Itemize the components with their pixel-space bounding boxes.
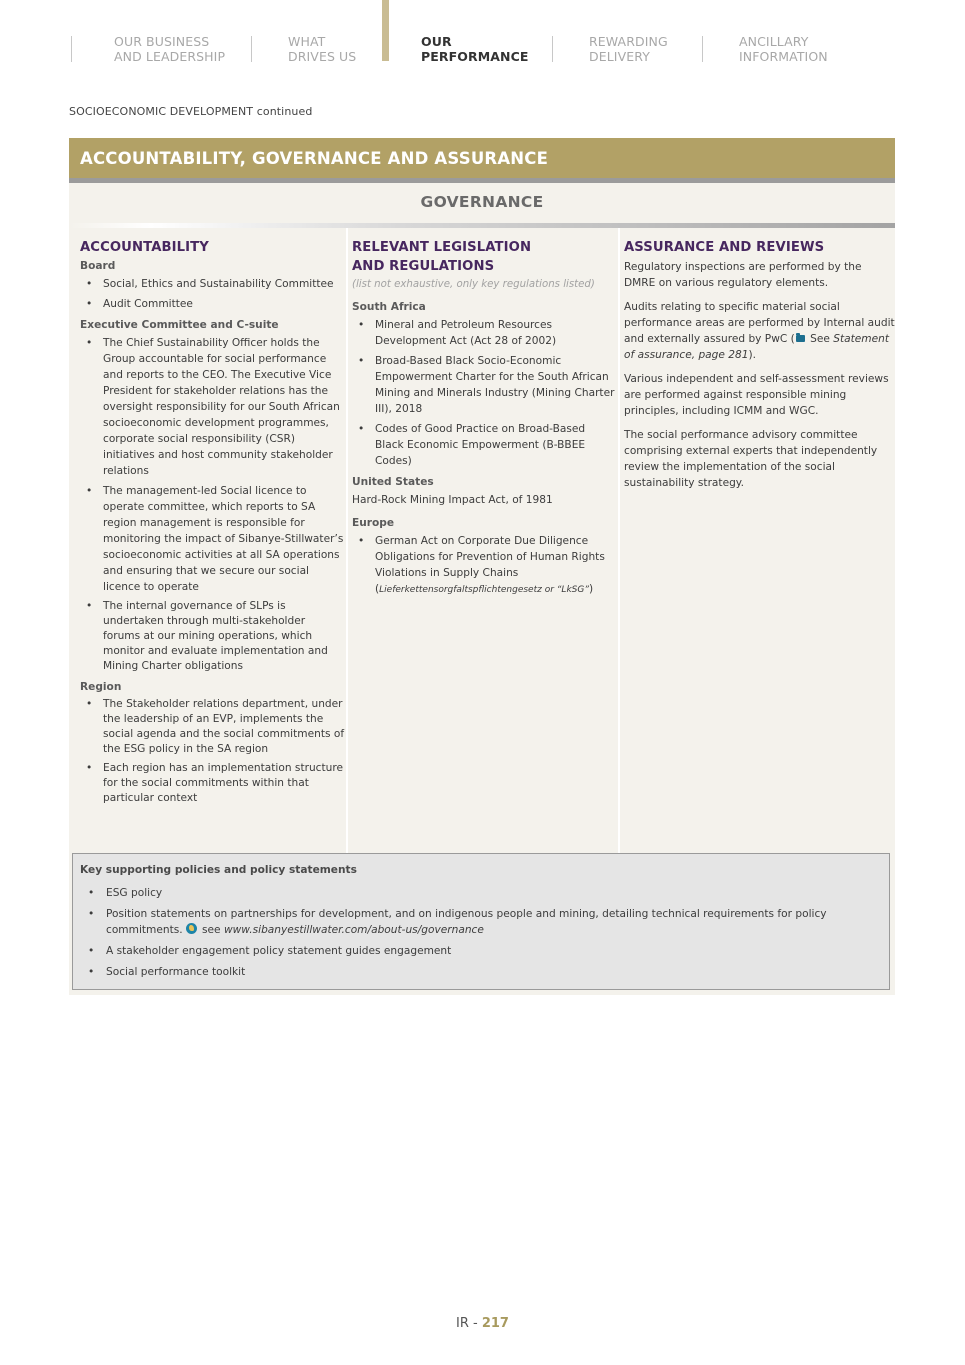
column-heading: ACCOUNTABILITY: [80, 240, 209, 255]
legislation-note: (list not exhaustive, only key regulations listed): [352, 279, 595, 290]
columns: [69, 228, 895, 853]
nav-rewarding-delivery[interactable]: [589, 34, 668, 64]
list-item: • Mineral and Petroleum Resources Development Act (Act 28 of 2002): [352, 317, 617, 349]
nav-label-line2: DELIVERY: [589, 49, 650, 64]
panel-subtitle: GOVERNANCE: [420, 193, 544, 211]
policies-title: Key supporting policies and policy statements: [80, 864, 357, 876]
nav-label-line2: PERFORMANCE: [421, 49, 529, 64]
paragraph-text: ).: [748, 349, 757, 361]
legislation-column: [346, 228, 617, 853]
nav-label-line2: DRIVES US: [288, 49, 357, 64]
nav-label-line2: INFORMATION: [739, 49, 828, 64]
nav-label-line1: OUR: [421, 34, 452, 49]
list-item: • The management-led Social licence to operate committee, which reports to SA region management is responsible for monitoring the impact of Sibanye-Stillwater’s socioeconomic activities at all SA operations and ensuring that we secure our social licence to operate: [80, 483, 345, 595]
item-text: Position statements on partnerships for development, and on indigenous people and mining, detailing technical requirements for policy commitments.: [106, 908, 827, 936]
united-states-text: Hard-Rock Mining Impact Act, of 1981: [352, 494, 553, 506]
europe-list: [352, 533, 617, 598]
list-item: • The Chief Sustainability Officer holds the Group accountable for social performance and reports to the CEO. The Executive Vice President for stakeholder relations has the oversight responsibility for our South African socioeconomic development programmes, corporate social responsibility (CSR) initiatives and host community stakeholder relations: [80, 335, 345, 479]
subheading-united-states: United States: [352, 476, 434, 488]
nav-label-line1: ANCILLARY: [739, 34, 809, 49]
globe-icon: [186, 923, 197, 934]
nav-label-line2: AND LEADERSHIP: [114, 49, 226, 64]
nav-separator: [702, 36, 703, 62]
item-text: German Act on Corporate Due Diligence Obligations for Prevention of Human Rights Violations in Supply Chains: [375, 535, 605, 579]
assurance-paragraph: The social performance advisory committee comprising external experts that independently review the implementation of the social sustainability strategy.: [624, 429, 878, 489]
heading-line: RELEVANT LEGISLATION: [352, 240, 532, 255]
nav-separator: [71, 36, 72, 62]
accountability-column: [69, 228, 345, 853]
subheading-board: Board: [80, 260, 116, 272]
see-text: see: [198, 924, 224, 936]
assurance-paragraph: Regulatory inspections are performed by the DMRE on various regulatory elements.: [624, 261, 862, 289]
list-item: • A stakeholder engagement policy statement guides engagement: [80, 943, 889, 959]
nav-ancillary-information[interactable]: [739, 34, 828, 64]
subheading-europe: Europe: [352, 517, 395, 529]
nav-active-indicator: [382, 0, 389, 61]
statement-of-assurance-link[interactable]: Statement of assurance, page 281: [624, 333, 890, 361]
subheading-south-africa: South Africa: [352, 301, 426, 313]
list-item: [80, 906, 889, 938]
governance-website-link[interactable]: www.sibanyestillwater.com/about-us/governance: [223, 924, 484, 936]
heading-line: AND REGULATIONS: [352, 259, 495, 274]
column-heading: [352, 238, 617, 276]
policies-list: [80, 885, 889, 980]
assurance-paragraph: [624, 299, 895, 363]
panel-title: ACCOUNTABILITY, GOVERNANCE AND ASSURANCE: [69, 138, 895, 178]
list-item: • Audit Committee: [80, 296, 345, 312]
assurance-column: [618, 228, 895, 853]
section-label: SOCIOECONOMIC DEVELOPMENT continued: [69, 105, 313, 118]
nav-separator: [251, 36, 252, 62]
list-item: [352, 533, 617, 598]
list-item: • Codes of Good Practice on Broad-Based Black Economic Empowerment (B-BBEE Codes): [352, 421, 617, 469]
list-item: • Social performance toolkit: [80, 964, 889, 980]
paren: ): [589, 583, 594, 595]
page-number: 217: [481, 1316, 509, 1331]
exco-list: [80, 335, 345, 674]
assurance-paragraph: Various independent and self-assessment reviews are performed against responsible mining principles, including ICMM and WGC.: [624, 373, 889, 417]
column-heading: ASSURANCE AND REVIEWS: [624, 240, 825, 255]
nav-our-performance[interactable]: [421, 34, 529, 64]
list-item: • Social, Ethics and Sustainability Committee: [80, 276, 345, 292]
south-africa-list: [352, 317, 617, 469]
paragraph-text: Audits relating to specific material social performance areas are performed by Internal audit and externally assured by PwC (: [624, 301, 895, 345]
list-item: • The Stakeholder relations department, under the leadership of an EVP, implements the social agenda and the social commitments of the ESG policy in the SA region: [80, 697, 345, 757]
folder-icon: [796, 335, 805, 342]
subheading-region: Region: [80, 681, 122, 693]
list-item: • ESG policy: [80, 885, 889, 901]
nav-our-business[interactable]: [114, 34, 225, 64]
subheading-exco: Executive Committee and C-suite: [80, 319, 279, 331]
nav-label-line1: OUR BUSINESS: [114, 34, 210, 49]
nav-what-drives-us[interactable]: [288, 34, 356, 64]
see-text: See: [806, 333, 834, 345]
list-item: • Each region has an implementation structure for the social commitments within that particular context: [80, 761, 345, 806]
page-footer: [0, 1316, 965, 1331]
nav-label-line1: REWARDING: [589, 34, 668, 49]
footer-prefix: IR -: [456, 1316, 482, 1331]
region-list: [80, 697, 345, 806]
board-list: [80, 276, 345, 312]
list-item: • The internal governance of SLPs is undertaken through multi-stakeholder forums at our mining operations, which monitor and evaluate implementation and Mining Charter obligations: [80, 599, 345, 674]
paren: (: [375, 583, 380, 595]
nav-separator: [552, 36, 553, 62]
key-policies-box: [72, 853, 890, 990]
top-navigation: [0, 0, 965, 70]
list-item: • Broad-Based Black Socio-Economic Empowerment Charter for the South African Mining and Minerals Industry (Mining Charter III), 2018: [352, 353, 617, 417]
item-italic-text: Lieferkettensorgfaltspflichtengesetz or “LkSG”: [379, 585, 590, 595]
governance-panel: [69, 138, 895, 995]
nav-label-line1: WHAT: [288, 34, 326, 49]
